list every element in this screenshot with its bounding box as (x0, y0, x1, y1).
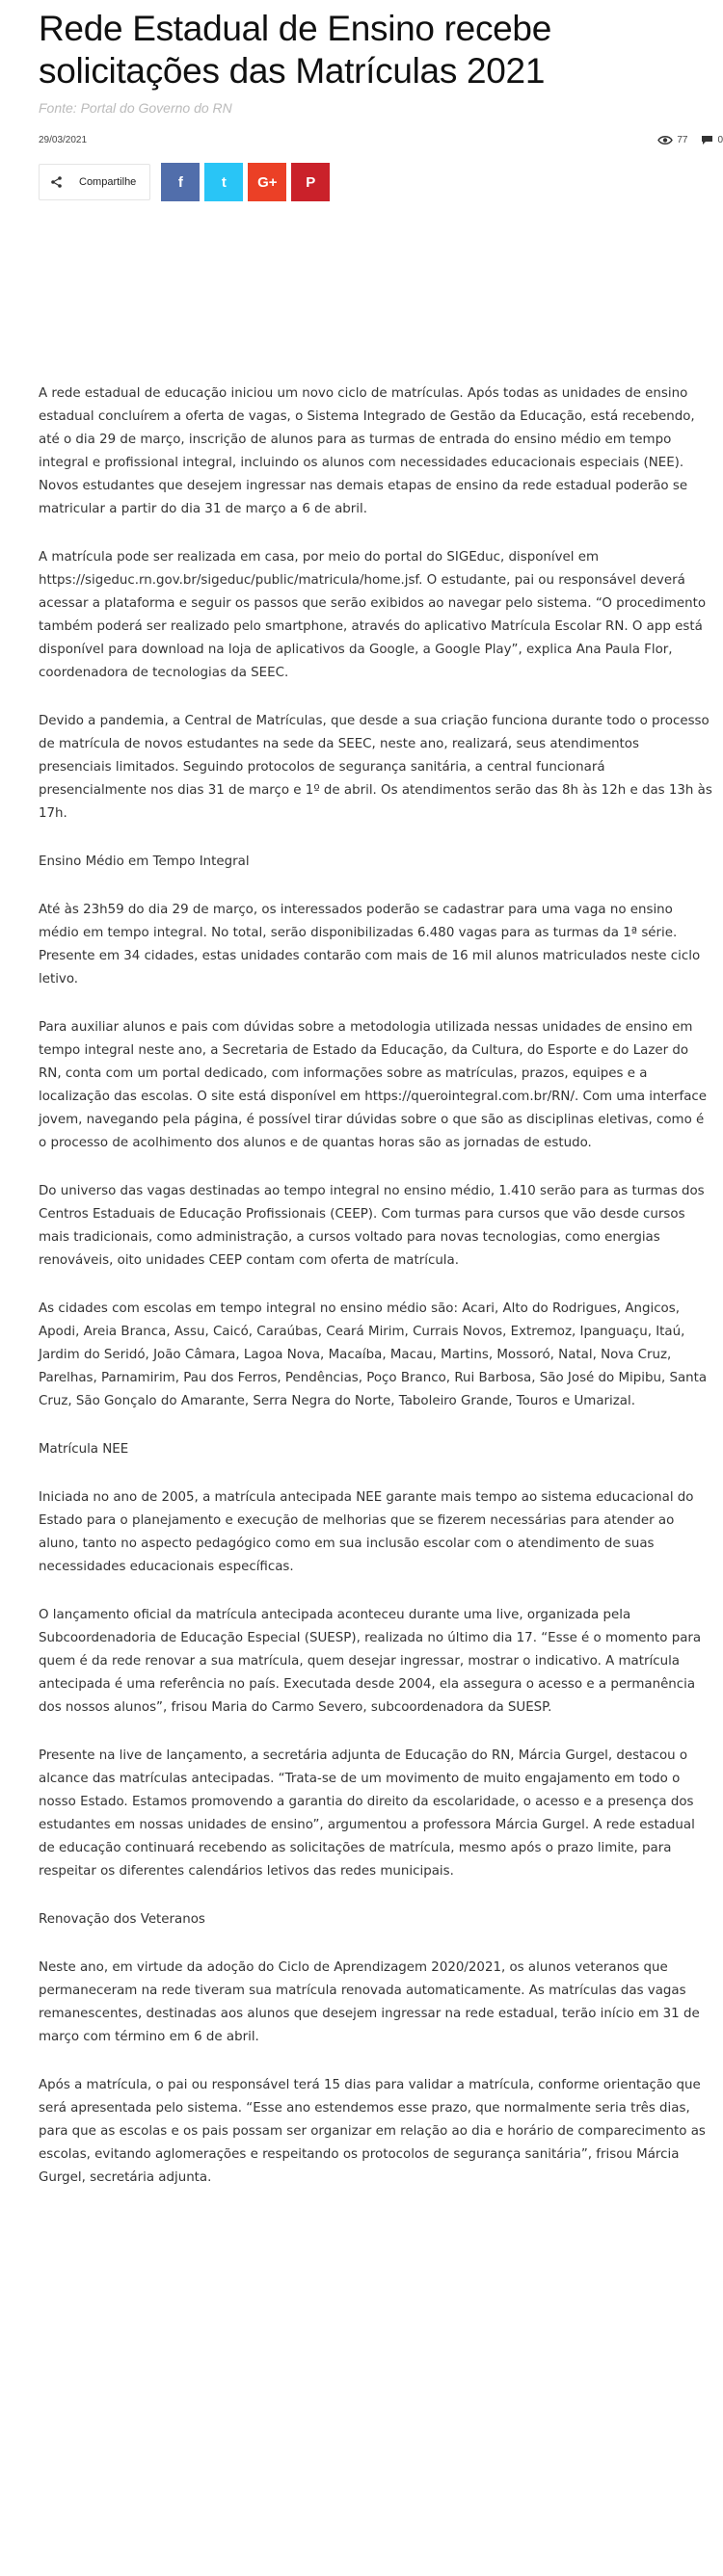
eye-icon (657, 135, 673, 145)
paragraph: Neste ano, em virtude da adoção do Ciclo de Aprendizagem 2020/2021, os alunos veteranos que permaneceram na rede tiveram sua matrícula renovada automaticamente. As matrículas das vagas remanescentes, destinadas aos alunos que desejem ingressar na rede estadual, terão início em 31 de março com término em 6 de abril. (39, 1960, 700, 2044)
share-bar (39, 163, 713, 201)
article-body (39, 382, 713, 2190)
share-label: Compartilhe (79, 176, 137, 188)
paragraph: Após a matrícula, o pai ou responsável terá 15 dias para validar a matrícula, conforme orientação que será apresentada pelo sistema. “Esse ano estendemos esse prazo, que normalmente seria três dias, para que as escolas e os pais possam ser organizar em relação ao dia e horário de comparecimento as escolas, evitando aglomerações e respeitando os protocolos de segurança sanitária”, frisou Márcia Gurgel, secretária adjunta. (39, 2078, 706, 2185)
paragraph: Do universo das vagas destinadas ao tempo integral no ensino médio, 1.410 serão para as turmas dos Centros Estaduais de Educação Profissionais (CEEP). Com turmas para cursos que vão desde cursos mais tradicionais, como administração, a cursos voltado para novas tecnologias, como energias renováveis, oito unidades CEEP contam com oferta de matrícula. (39, 1184, 705, 1268)
google-plus-share-button[interactable] (248, 163, 286, 201)
facebook-icon: f (177, 173, 183, 191)
share-icon (51, 176, 62, 188)
paragraph: As cidades com escolas em tempo integral no ensino médio são: Acari, Alto do Rodrigues, Angicos, Apodi, Areia Branca, Assu, Caicó, Caraúbas, Ceará Mirim, Currais Novos, Extremoz, Ipanguaçu, Itaú, Jardim do Seridó, João Câmara, Lagoa Nova, Macaíba, Macau, Martins, Mossoró, Natal, Nova Cruz, Parelhas, Parnamirim, Pau dos Ferros, Pendências, Poço Branco, Rui Barbosa, São José do Mipibu, Santa Cruz, São Gonçalo do Amarante, Serra Negra do Norte, Taboleiro Grande, Touros e Umarizal. (39, 1301, 708, 1408)
twitter-share-button[interactable] (204, 163, 243, 201)
comments-count: 0 (717, 135, 723, 145)
article (39, 8, 723, 2190)
paragraph: Presente na live de lançamento, a secretária adjunta de Educação do RN, Márcia Gurgel, destacou o alcance das matrículas antecipadas. “Trata-se de um movimento de muito engajamento em todo o nosso Estado. Estamos promovendo a garantia do direito da escolaridade, o acesso e a presença dos estudantes em nossas unidades de ensino”, argumentou a professora Márcia Gurgel. A rede estadual de educação continuará recebendo as solicitações de matrícula, mesmo após o prazo limite, para respeitar os diferentes calendários letivos das redes municipais. (39, 1748, 695, 1879)
pinterest-icon: P (306, 173, 316, 191)
paragraph: Até às 23h59 do dia 29 de março, os interessados poderão se cadastrar para uma vaga no ensino médio em tempo integral. No total, serão disponibilizadas 6.480 vagas para as turmas da 1ª série. Presente em 34 cidades, estas unidades contarão com mais de 16 mil alunos matriculados neste ciclo letivo. (39, 903, 701, 986)
section-heading: Renovação dos Veteranos (39, 1912, 205, 1927)
pinterest-share-button[interactable] (291, 163, 330, 201)
comments-counter[interactable] (701, 135, 723, 145)
section-heading: Ensino Médio em Tempo Integral (39, 854, 250, 869)
article-stats (657, 135, 723, 145)
comment-icon (701, 135, 713, 145)
google-plus-icon: G+ (257, 173, 278, 191)
paragraph: O lançamento oficial da matrícula antecipada aconteceu durante uma live, organizada pela Subcoordenadoria de Educação Especial (SUESP), realizada no último dia 17. “Esse é o momento para quem é da rede renovar a sua matrícula, quem desejar ingressar, mostrar o indicativo. A matrícula antecipada é uma referência no país. Executada desde 2004, ela assegura o acesso e a permanência dos nossos alunos”, frisou Maria do Carmo Severo, subcoordenadora da SUESP. (39, 1608, 702, 1715)
views-count: 77 (677, 135, 688, 145)
facebook-share-button[interactable] (161, 163, 200, 201)
article-date: 29/03/2021 (39, 135, 88, 145)
paragraph: A matrícula pode ser realizada em casa, por meio do portal do SIGEduc, disponível em https://sigeduc.rn.gov.br/sigeduc/public/matricula/home.jsf. O estudante, pai ou responsável deverá acessar a plataforma e seguir os passos que serão exibidos ao navegar pelo sistema. “O procedimento também poderá ser realizado pelo smartphone, através do aplicativo Matrícula Escolar RN. O app está disponível para download na loja de aplicativos da Google, a Google Play”, explica Ana Paula Flor, coordenadora de tecnologias da SEEC. (39, 550, 707, 680)
paragraph: A rede estadual de educação iniciou um novo ciclo de matrículas. Após todas as unidades de ensino estadual concluírem a oferta de vagas, o Sistema Integrado de Gestão da Educação, está recebendo, até o dia 29 de março, inscrição de alunos para as turmas de entrada do ensino médio em tempo integral e profissional integral, incluindo os alunos com necessidades educacionais especiais (NEE). Novos estudantes que desejem ingressar nas demais etapas de ensino da rede estadual poderão se matricular a partir do dia 31 de março a 6 de abril. (39, 386, 695, 516)
views-counter (657, 135, 687, 145)
article-title: Rede Estadual de Ensino recebe solicitações das Matrículas 2021 (39, 9, 551, 91)
paragraph: Para auxiliar alunos e pais com dúvidas sobre a metodologia utilizada nessas unidades de ensino em tempo integral neste ano, a Secretaria de Estado da Educação, da Cultura, do Esporte e do Lazer do RN, conta com um portal dedicado, com informações sobre as matrículas, prazos, equipes e a localização das escolas. O site está disponível em https://querointegral.com.br/RN/. Com uma interface jovem, navegando pela página, é possível tirar dúvidas sobre o que são as disciplinas eletivas, como é o processo de acolhimento dos alunos e de quantas horas são as jornadas de estudo. (39, 1020, 708, 1150)
paragraph: Devido a pandemia, a Central de Matrículas, que desde a sua criação funciona durante todo o processo de matrícula de novos estudantes na sede da SEEC, neste ano, realizará, seus atendimentos presenciais limitados. Seguindo protocolos de segurança sanitária, a central funcionará presencialmente nos dias 31 de março e 1º de abril. Os atendimentos serão das 8h às 12h e das 13h às 17h. (39, 714, 712, 821)
share-button[interactable] (39, 164, 150, 200)
article-meta (39, 135, 723, 145)
article-source: Fonte: Portal do Governo do RN (39, 100, 232, 116)
section-heading: Matrícula NEE (39, 1442, 129, 1457)
paragraph: Iniciada no ano de 2005, a matrícula antecipada NEE garante mais tempo ao sistema educacional do Estado para o planejamento e execução de melhorias que se fizerem necessárias para atender ao aluno, tanto no aspecto pedagógico como em sua inclusão escolar com o atendimento de suas necessidades educacionais específicas. (39, 1490, 694, 1574)
twitter-icon: t (221, 173, 227, 191)
